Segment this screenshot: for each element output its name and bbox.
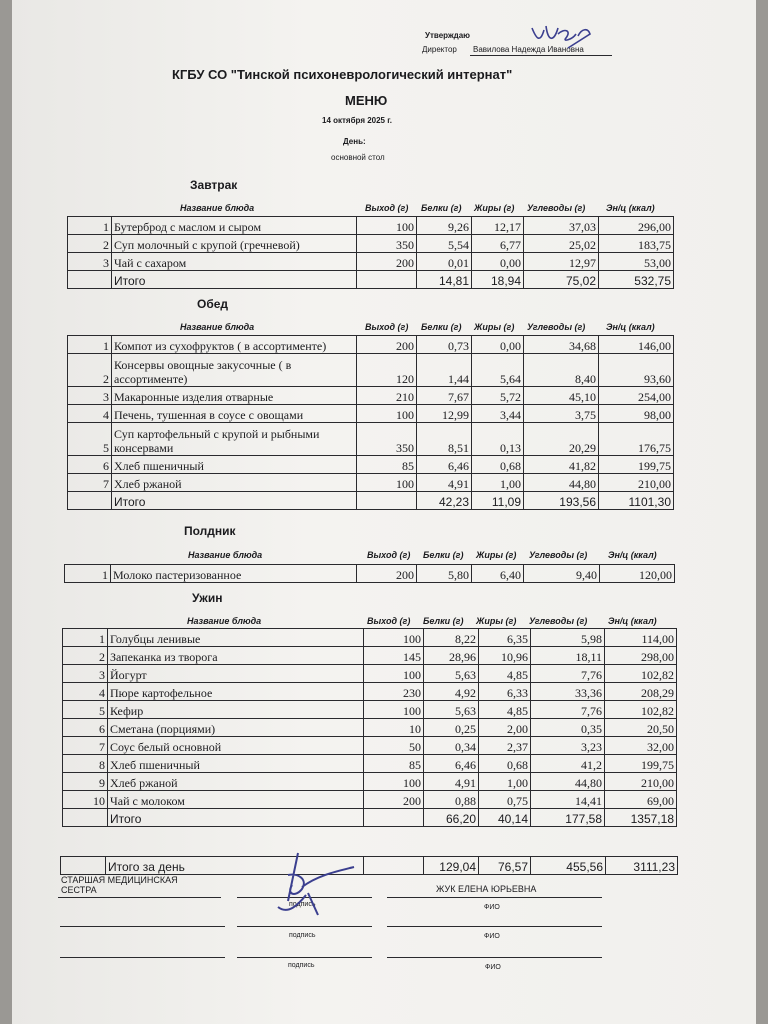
dish-energy: 69,00: [605, 791, 677, 809]
table-row: [63, 773, 677, 791]
org-title: КГБУ СО "Тинской психоневрологический интернат": [172, 67, 513, 82]
dish-carbs: 41,82: [524, 456, 599, 474]
sign-line-2: [60, 926, 225, 927]
table-row: [68, 387, 674, 405]
dinner-table: [62, 628, 677, 827]
nurse-role: СТАРШАЯ МЕДИЦИНСКАЯ СЕСТРА: [61, 875, 178, 895]
day-label: День:: [343, 137, 366, 146]
breakfast-table: [67, 216, 674, 289]
dish-protein: 4,91: [424, 773, 479, 791]
col-name: Название блюда: [188, 550, 263, 560]
dish-energy: 296,00: [599, 217, 674, 235]
table-row: [68, 336, 674, 354]
fio-caption-2: ФИО: [484, 933, 500, 940]
day-total-energy: 3111,23: [606, 857, 678, 875]
table-row: [63, 629, 677, 647]
dish-fat: 0,00: [472, 253, 524, 271]
dish-carbs: 9,40: [524, 565, 600, 583]
dish-energy: 102,82: [605, 701, 677, 719]
dish-name: Макаронные изделия отварные: [112, 387, 357, 405]
dish-name: Голубцы ленивые: [108, 629, 364, 647]
col-name: Название блюда: [187, 616, 262, 626]
sign-caption-1: подпись: [289, 901, 316, 908]
col-carbs: Углеводы (г): [529, 616, 588, 626]
col-out: Выход (г): [365, 322, 409, 332]
row-num: 1: [65, 565, 111, 583]
dish-energy: 102,82: [605, 665, 677, 683]
row-num: 1: [68, 336, 112, 354]
row-num: 1: [63, 629, 108, 647]
dish-fat: 4,85: [479, 701, 531, 719]
section-lunch-title: Обед: [197, 297, 229, 311]
signature-line-2: [237, 926, 372, 927]
dish-out: 100: [357, 474, 417, 492]
dish-name: Молоко пастеризованное: [111, 565, 357, 583]
dish-fat: 0,68: [472, 456, 524, 474]
menu-date: 14 октября 2025 г.: [322, 116, 392, 125]
table-row: [68, 423, 674, 456]
menu-document: [12, 0, 756, 1024]
dish-carbs: 37,03: [524, 217, 599, 235]
col-fat: Жиры (г): [476, 550, 517, 560]
col-out: Выход (г): [367, 550, 411, 560]
menu-title: МЕНЮ: [345, 93, 388, 108]
dish-protein: 0,34: [424, 737, 479, 755]
dish-name: Пюре картофельное: [108, 683, 364, 701]
total-fat: 11,09: [472, 492, 524, 510]
row-num: 7: [63, 737, 108, 755]
dish-fat: 5,72: [472, 387, 524, 405]
day-total-protein: 129,04: [424, 857, 479, 875]
dish-name: Печень, тушенная в соусе с овощами: [112, 405, 357, 423]
section-breakfast-title: Завтрак: [190, 178, 238, 192]
dish-name: Запеканка из творога: [108, 647, 364, 665]
dish-carbs: 8,40: [524, 354, 599, 387]
row-num: 4: [68, 405, 112, 423]
total-carbs: 75,02: [524, 271, 599, 289]
dish-name: Хлеб пшеничный: [112, 456, 357, 474]
dish-name: Чай с молоком: [108, 791, 364, 809]
col-protein: Белки (г): [423, 550, 464, 560]
section-dinner-title: Ужин: [192, 591, 223, 605]
dish-out: 230: [364, 683, 424, 701]
dish-fat: 0,13: [472, 423, 524, 456]
table-row: [63, 737, 677, 755]
dish-carbs: 3,23: [531, 737, 605, 755]
dish-carbs: 7,76: [531, 665, 605, 683]
dish-fat: 0,00: [472, 336, 524, 354]
dish-fat: 4,85: [479, 665, 531, 683]
total-label: Итого: [108, 809, 364, 827]
dish-carbs: 34,68: [524, 336, 599, 354]
dish-protein: 8,22: [424, 629, 479, 647]
row-num: 2: [68, 235, 112, 253]
dish-name: Бутерброд с маслом и сыром: [112, 217, 357, 235]
dish-protein: 6,46: [424, 755, 479, 773]
table-row: [63, 755, 677, 773]
day-total-table: [60, 856, 678, 875]
dish-energy: 32,00: [605, 737, 677, 755]
table-row: [63, 647, 677, 665]
dish-out: 50: [364, 737, 424, 755]
dish-protein: 0,88: [424, 791, 479, 809]
table-row: [68, 456, 674, 474]
dish-name: Сметана (порциями): [108, 719, 364, 737]
dish-energy: 146,00: [599, 336, 674, 354]
dish-fat: 6,33: [479, 683, 531, 701]
sign-caption-2: подпись: [289, 932, 316, 939]
dish-protein: 7,67: [417, 387, 472, 405]
dish-fat: 6,35: [479, 629, 531, 647]
col-fat: Жиры (г): [474, 322, 515, 332]
dish-out: 145: [364, 647, 424, 665]
dish-energy: 114,00: [605, 629, 677, 647]
dish-out: 85: [364, 755, 424, 773]
col-name: Название блюда: [180, 322, 255, 332]
dish-out: 100: [364, 773, 424, 791]
col-name: Название блюда: [180, 203, 255, 213]
row-num: 9: [63, 773, 108, 791]
dish-protein: 0,25: [424, 719, 479, 737]
dish-name: Суп молочный с крупой (гречневой): [112, 235, 357, 253]
total-fat: 18,94: [472, 271, 524, 289]
dish-carbs: 25,02: [524, 235, 599, 253]
dish-energy: 210,00: [605, 773, 677, 791]
table-row: [63, 701, 677, 719]
total-energy: 1101,30: [599, 492, 674, 510]
dish-protein: 5,63: [424, 701, 479, 719]
dish-protein: 1,44: [417, 354, 472, 387]
dish-carbs: 12,97: [524, 253, 599, 271]
table-row: [63, 719, 677, 737]
dish-carbs: 44,80: [524, 474, 599, 492]
table-row: [68, 474, 674, 492]
table-row: [63, 683, 677, 701]
sign-line-1: [58, 897, 221, 898]
row-num: 2: [68, 354, 112, 387]
dish-name: Йогурт: [108, 665, 364, 683]
row-num: 3: [68, 387, 112, 405]
dish-energy: 53,00: [599, 253, 674, 271]
dish-fat: 12,17: [472, 217, 524, 235]
dish-name: Кефир: [108, 701, 364, 719]
dish-out: 200: [364, 791, 424, 809]
dish-out: 210: [357, 387, 417, 405]
dish-protein: 0,01: [417, 253, 472, 271]
col-protein: Белки (г): [423, 616, 464, 626]
dish-fat: 6,40: [472, 565, 524, 583]
total-label: Итого: [112, 271, 357, 289]
dish-energy: 254,00: [599, 387, 674, 405]
dish-out: 10: [364, 719, 424, 737]
dish-fat: 3,44: [472, 405, 524, 423]
table-row: [63, 665, 677, 683]
dish-out: 200: [357, 336, 417, 354]
dish-energy: 98,00: [599, 405, 674, 423]
dish-energy: 183,75: [599, 235, 674, 253]
total-energy: 532,75: [599, 271, 674, 289]
dish-protein: 12,99: [417, 405, 472, 423]
row-num: 3: [63, 665, 108, 683]
table-row: [68, 405, 674, 423]
col-protein: Белки (г): [421, 203, 462, 213]
dish-protein: 5,54: [417, 235, 472, 253]
director-signature: [528, 18, 598, 52]
dish-fat: 1,00: [472, 474, 524, 492]
dish-name: Хлеб пшеничный: [108, 755, 364, 773]
dish-out: 100: [364, 629, 424, 647]
col-fat: Жиры (г): [476, 616, 517, 626]
dish-name: Чай с сахаром: [112, 253, 357, 271]
table-row: [63, 791, 677, 809]
total-carbs: 193,56: [524, 492, 599, 510]
dish-energy: 199,75: [605, 755, 677, 773]
table-row: [68, 253, 674, 271]
dish-carbs: 44,80: [531, 773, 605, 791]
col-energy: Эн/ц (ккал): [606, 322, 655, 332]
fio-caption-1: ФИО: [484, 904, 500, 911]
dish-fat: 6,77: [472, 235, 524, 253]
col-out: Выход (г): [367, 616, 411, 626]
dish-fat: 0,68: [479, 755, 531, 773]
approve-label: Утверждаю: [425, 31, 470, 40]
table-type: основной стол: [331, 153, 385, 162]
dish-protein: 28,96: [424, 647, 479, 665]
dish-carbs: 0,35: [531, 719, 605, 737]
dish-name: Хлеб ржаной: [112, 474, 357, 492]
lunch-table: [67, 335, 674, 510]
dish-protein: 5,80: [417, 565, 472, 583]
dish-protein: 4,91: [417, 474, 472, 492]
fio-line-2: [387, 926, 602, 927]
dish-carbs: 20,29: [524, 423, 599, 456]
col-energy: Эн/ц (ккал): [606, 203, 655, 213]
col-energy: Эн/ц (ккал): [608, 616, 657, 626]
dish-out: 350: [357, 423, 417, 456]
sign-line-3: [60, 957, 225, 958]
total-label: Итого: [112, 492, 357, 510]
dish-name: Хлеб ржаной: [108, 773, 364, 791]
signature-line-3: [237, 957, 372, 958]
dish-fat: 1,00: [479, 773, 531, 791]
dish-out: 200: [357, 253, 417, 271]
row-num: 6: [68, 456, 112, 474]
dish-out: 85: [357, 456, 417, 474]
dish-out: 100: [357, 217, 417, 235]
col-out: Выход (г): [365, 203, 409, 213]
col-carbs: Углеводы (г): [527, 203, 586, 213]
dish-carbs: 18,11: [531, 647, 605, 665]
col-fat: Жиры (г): [474, 203, 515, 213]
dish-protein: 8,51: [417, 423, 472, 456]
dish-carbs: 5,98: [531, 629, 605, 647]
col-carbs: Углеводы (г): [529, 550, 588, 560]
total-protein: 14,81: [417, 271, 472, 289]
dish-energy: 208,29: [605, 683, 677, 701]
dish-out: 120: [357, 354, 417, 387]
table-row: [68, 217, 674, 235]
day-total-label: Итого за день: [106, 857, 364, 875]
total-row: [68, 271, 674, 289]
row-num: 6: [63, 719, 108, 737]
total-energy: 1357,18: [605, 809, 677, 827]
total-protein: 66,20: [424, 809, 479, 827]
row-num: 10: [63, 791, 108, 809]
director-name: Вавилова Надежда Ивановна: [473, 45, 584, 54]
dish-protein: 0,73: [417, 336, 472, 354]
dish-carbs: 7,76: [531, 701, 605, 719]
dish-protein: 5,63: [424, 665, 479, 683]
table-row: [68, 235, 674, 253]
dish-out: 100: [364, 701, 424, 719]
dish-protein: 9,26: [417, 217, 472, 235]
sign-caption-3: подпись: [288, 962, 315, 969]
section-snack-title: Полдник: [184, 524, 236, 538]
table-row: [65, 565, 675, 583]
dish-out: 200: [357, 565, 417, 583]
day-total-fat: 76,57: [479, 857, 531, 875]
dish-name: Суп картофельный с крупой и рыбными консервами: [112, 423, 357, 456]
dish-energy: 120,00: [600, 565, 675, 583]
row-num: 3: [68, 253, 112, 271]
dish-name: Соус белый основной: [108, 737, 364, 755]
dish-carbs: 45,10: [524, 387, 599, 405]
day-total-row: [61, 857, 678, 875]
dish-fat: 0,75: [479, 791, 531, 809]
fio-line-1: [387, 897, 602, 898]
dish-carbs: 3,75: [524, 405, 599, 423]
dish-energy: 176,75: [599, 423, 674, 456]
total-row: [68, 492, 674, 510]
total-protein: 42,23: [417, 492, 472, 510]
total-fat: 40,14: [479, 809, 531, 827]
row-num: 5: [68, 423, 112, 456]
row-num: 7: [68, 474, 112, 492]
dish-energy: 93,60: [599, 354, 674, 387]
dish-out: 100: [357, 405, 417, 423]
dish-carbs: 14,41: [531, 791, 605, 809]
col-energy: Эн/ц (ккал): [608, 550, 657, 560]
row-num: 2: [63, 647, 108, 665]
dish-energy: 298,00: [605, 647, 677, 665]
dish-name: Консервы овощные закусочные ( в ассортименте): [112, 354, 357, 387]
nurse-name: ЖУК ЕЛЕНА ЮРЬЕВНА: [436, 884, 537, 894]
dish-energy: 20,50: [605, 719, 677, 737]
col-carbs: Углеводы (г): [527, 322, 586, 332]
dish-energy: 199,75: [599, 456, 674, 474]
dish-fat: 2,00: [479, 719, 531, 737]
row-num: 8: [63, 755, 108, 773]
snack-table: [64, 564, 675, 583]
dish-fat: 5,64: [472, 354, 524, 387]
row-num: 5: [63, 701, 108, 719]
dish-out: 350: [357, 235, 417, 253]
dish-fat: 2,37: [479, 737, 531, 755]
fio-caption-3: ФИО: [485, 964, 501, 971]
dish-name: Компот из сухофруктов ( в ассортименте): [112, 336, 357, 354]
dish-protein: 6,46: [417, 456, 472, 474]
dish-fat: 10,96: [479, 647, 531, 665]
dish-protein: 4,92: [424, 683, 479, 701]
col-protein: Белки (г): [421, 322, 462, 332]
row-num: 4: [63, 683, 108, 701]
total-row: [63, 809, 677, 827]
row-num: 1: [68, 217, 112, 235]
fio-line-3: [387, 957, 602, 958]
dish-energy: 210,00: [599, 474, 674, 492]
dish-out: 100: [364, 665, 424, 683]
director-underline: [470, 55, 612, 56]
dish-carbs: 33,36: [531, 683, 605, 701]
dish-carbs: 41,2: [531, 755, 605, 773]
nurse-signature: [258, 845, 358, 925]
day-total-carbs: 455,56: [531, 857, 606, 875]
director-role: Директор: [422, 45, 457, 54]
table-row: [68, 354, 674, 387]
total-carbs: 177,58: [531, 809, 605, 827]
